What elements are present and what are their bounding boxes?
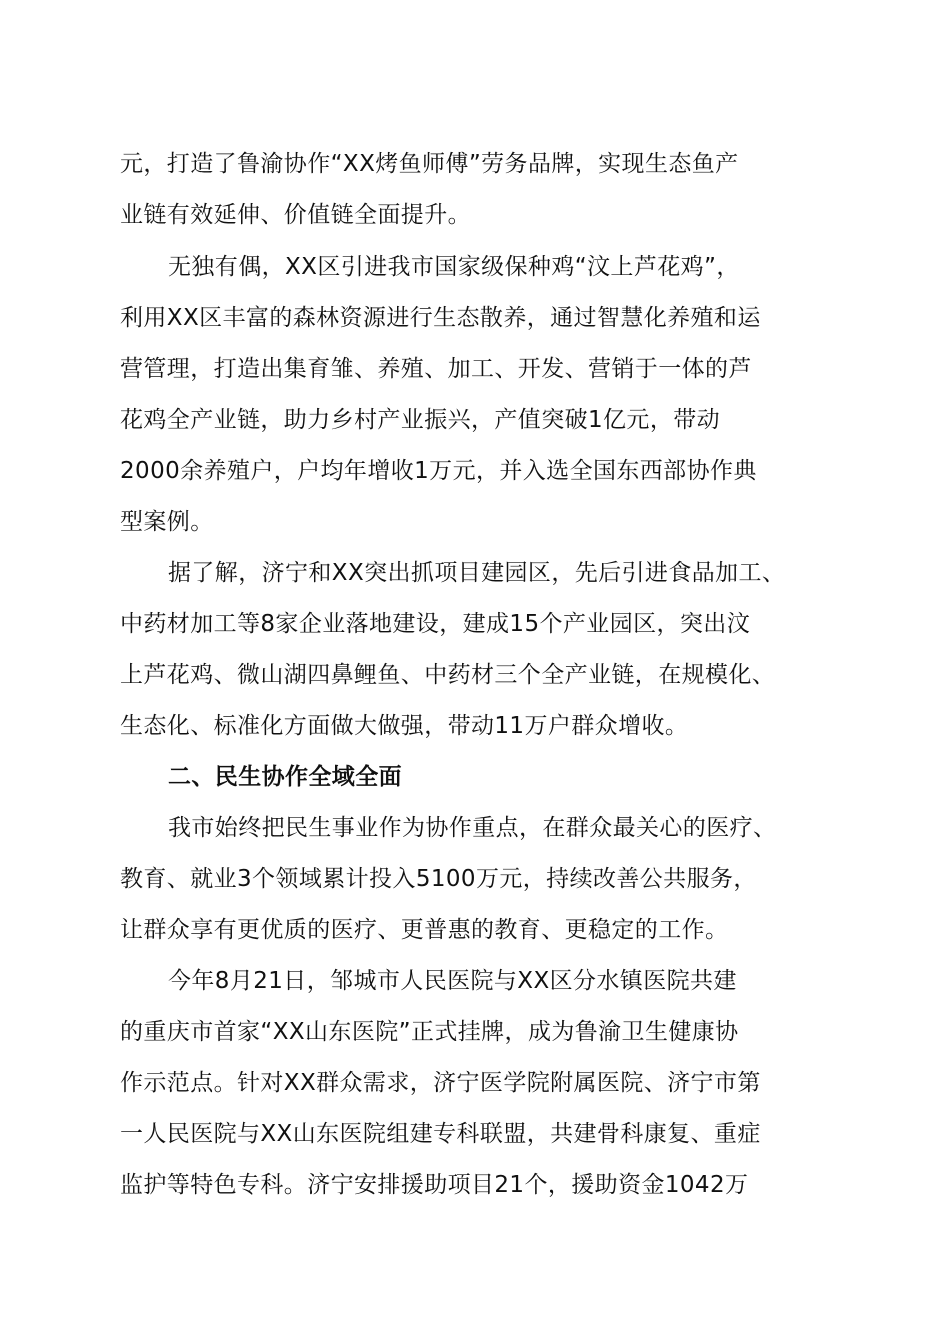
paragraph-first-line: 无独有偶，XX区引进我市国家级保种鸡“汶上芦花鸡”， <box>168 254 740 280</box>
text-line: 生态化、标准化方面做大做强，带动11万户群众增收。 <box>120 713 689 739</box>
text-line: 让群众享有更优质的医疗、更普惠的教育、更稳定的工作。 <box>120 917 729 943</box>
text-line: 业链有效延伸、价值链全面提升。 <box>120 202 471 228</box>
text-line: 2000余养殖户，户均年增收1万元，并入选全国东西部协作典 <box>120 458 757 484</box>
paragraph-first-line: 据了解，济宁和XX突出抓项目建园区，先后引进食品加工、 <box>168 560 786 586</box>
text-line: 型案例。 <box>120 509 214 535</box>
paragraph-first-line: 今年8月21日，邹城市人民医院与XX区分水镇医院共建 <box>168 968 737 994</box>
paragraph-first-line: 我市始终把民生事业作为协作重点，在群众最关心的医疗、 <box>168 815 777 841</box>
text-line: 教育、就业3个领域累计投入5100万元，持续改善公共服务， <box>120 866 757 892</box>
text-line: 作示范点。针对XX群众需求，济宁医学院附属医院、济宁市第 <box>120 1070 761 1096</box>
text-line: 花鸡全产业链，助力乡村产业振兴，产值突破1亿元，带动 <box>120 407 721 433</box>
text-line: 监护等特色专科。济宁安排援助项目21个，援助资金1042万 <box>120 1172 749 1198</box>
section-heading: 二、民生协作全域全面 <box>168 764 402 790</box>
text-line: 元，打造了鲁渝协作“XX烤鱼师傅”劳务品牌，实现生态鱼产 <box>120 151 739 177</box>
text-line: 的重庆市首家“XX山东医院”正式挂牌，成为鲁渝卫生健康协 <box>120 1019 739 1045</box>
text-line: 营管理，打造出集育雏、养殖、加工、开发、营销于一体的芦 <box>120 356 752 382</box>
text-line: 利用XX区丰富的森林资源进行生态散养，通过智慧化养殖和运 <box>120 305 761 331</box>
text-line: 上芦花鸡、微山湖四鼻鲤鱼、中药材三个全产业链，在规模化、 <box>120 662 776 688</box>
text-line: 中药材加工等8家企业落地建设，建成15个产业园区，突出汶 <box>120 611 751 637</box>
text-line: 一人民医院与XX山东医院组建专科联盟，共建骨科康复、重症 <box>120 1121 761 1147</box>
